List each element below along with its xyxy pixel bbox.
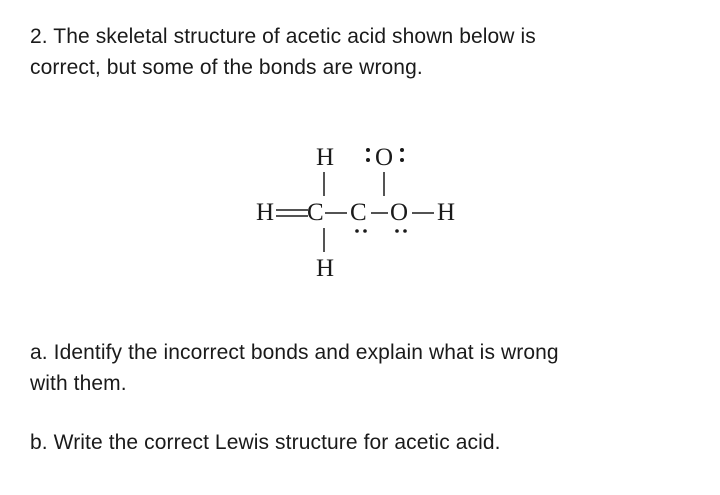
atom-h-top: H	[316, 144, 335, 171]
question-title-line-2: correct, but some of the bonds are wrong.	[30, 56, 423, 79]
lone-pair-dot	[400, 158, 404, 162]
lone-pair-dot	[395, 229, 399, 233]
lone-pair-dot	[366, 158, 370, 162]
question-part-b	[30, 427, 710, 458]
lone-pair-dot	[355, 229, 359, 233]
question-part-a	[30, 337, 710, 399]
atom-c2: C	[350, 199, 367, 226]
part-a-line-2: with them.	[30, 372, 127, 395]
lone-pair-dot	[363, 229, 367, 233]
atom-h-right: H	[437, 199, 456, 226]
atom-h-bottom: H	[316, 255, 335, 282]
atom-h-left: H	[256, 199, 275, 226]
lone-pair-dot	[400, 148, 404, 152]
part-b-line-1: b. Write the correct Lewis structure for acetic acid.	[30, 431, 501, 454]
lone-pair-dot	[366, 148, 370, 152]
question-title	[30, 21, 700, 83]
lone-pair-dot	[403, 229, 407, 233]
lewis-structure-diagram	[240, 130, 530, 290]
part-a-line-1: a. Identify the incorrect bonds and explain what is wrong	[30, 341, 559, 364]
question-title-line-1: 2. The skeletal structure of acetic acid shown below is	[30, 25, 536, 48]
atom-o-right: O	[390, 199, 409, 226]
atom-c1: C	[307, 199, 324, 226]
atom-o-top: O	[375, 144, 394, 171]
